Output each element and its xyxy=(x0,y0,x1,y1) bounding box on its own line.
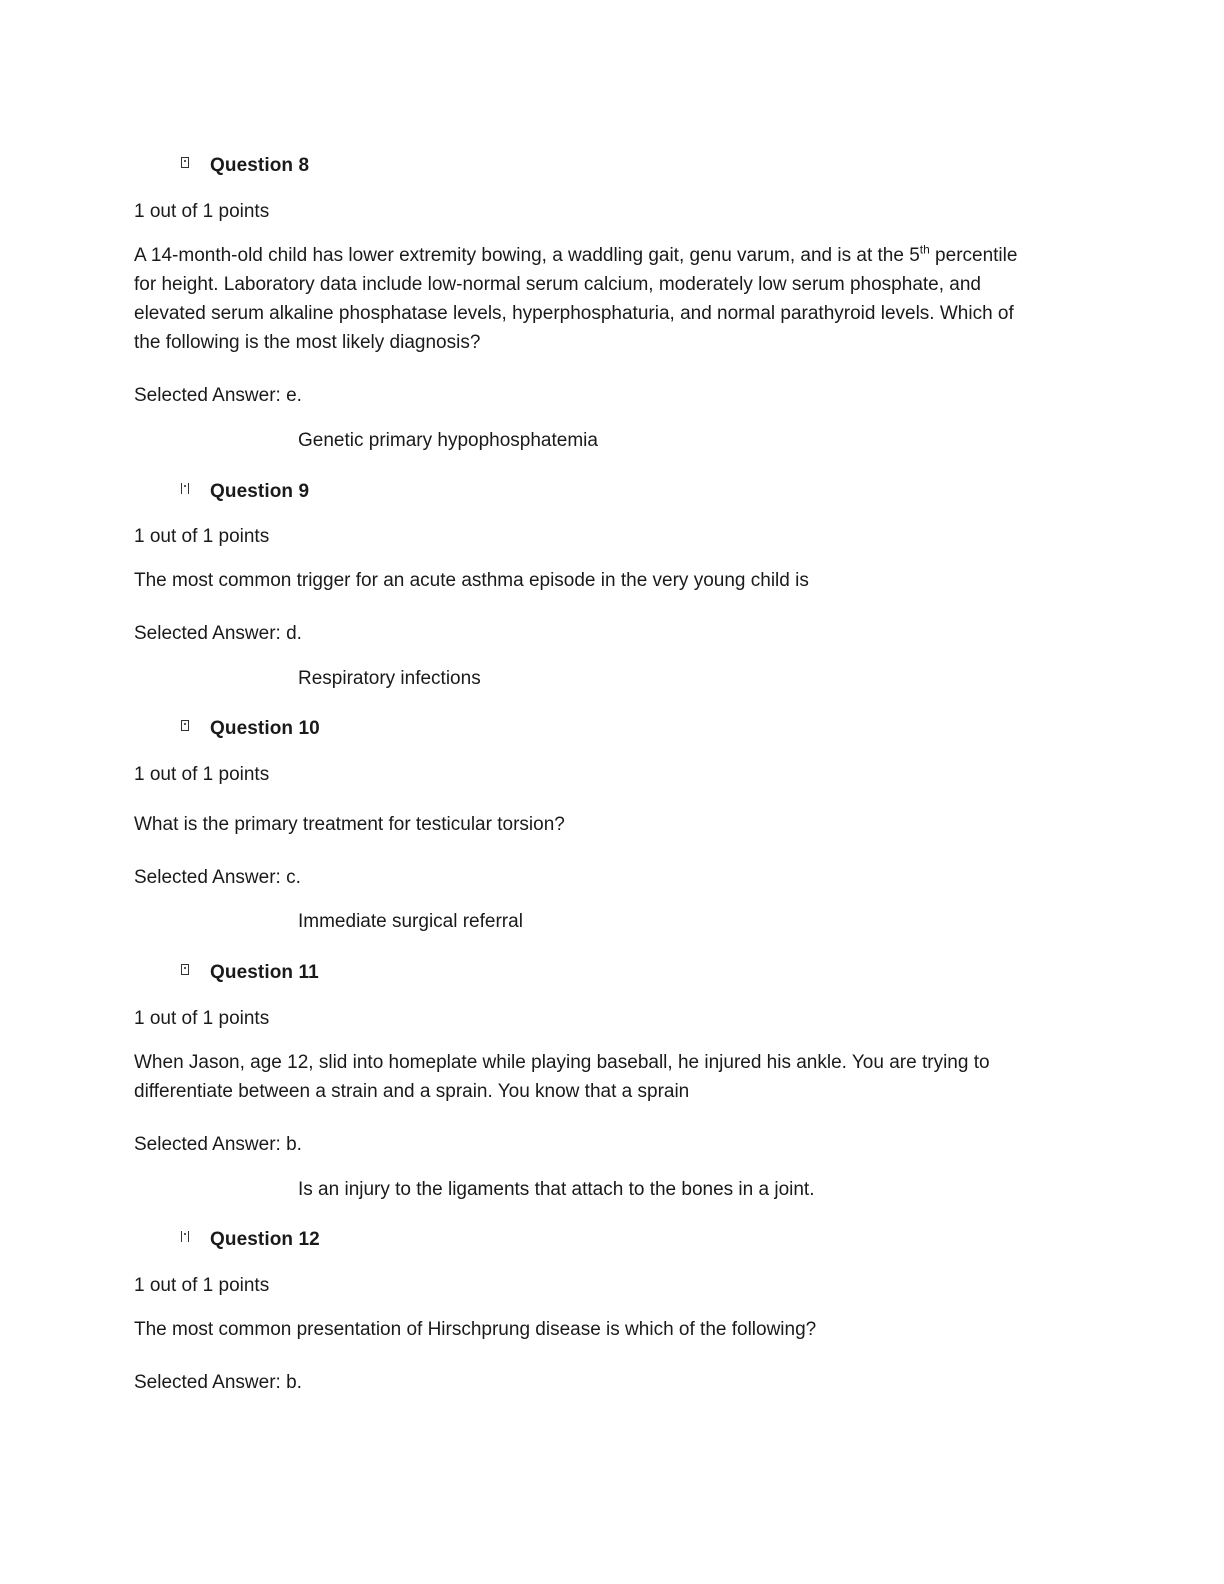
question-title: Question 10 xyxy=(210,718,320,739)
question-mark-icon xyxy=(181,157,189,168)
question-prompt: The most common presentation of Hirschprung disease is which of the following? xyxy=(134,1319,817,1340)
question-title: Question 8 xyxy=(210,155,310,176)
question-points: 1 out of 1 points xyxy=(134,201,270,222)
question-mark-icon xyxy=(181,964,189,975)
question-12-header xyxy=(181,1228,320,1252)
selected-answer-text: Respiratory infections xyxy=(298,668,481,689)
selected-answer-label: Selected Answer: d. xyxy=(134,623,302,644)
selected-answer-text: Genetic primary hypophosphatemia xyxy=(298,430,598,451)
selected-answer-label: Selected Answer: e. xyxy=(134,385,302,406)
prompt-text: A 14-month-old child has lower extremity bowing, a waddling gait, genu varum, and is at the 5 xyxy=(134,245,920,266)
selected-answer-label: Selected Answer: c. xyxy=(134,867,301,888)
question-title: Question 9 xyxy=(210,481,310,502)
prompt-text-continued: percentile for height. Laboratory data include low-normal serum calcium, moderately low serum phosphate, and elevated serum alkaline phosphatase levels, hyperphosphaturia, and normal parathyroid levels. Which of the following is the most likely diagnosis? xyxy=(134,245,1018,353)
question-11-header xyxy=(181,961,319,985)
question-prompt: What is the primary treatment for testicular torsion? xyxy=(134,814,565,835)
prompt-superscript: th xyxy=(919,242,930,257)
question-points: 1 out of 1 points xyxy=(134,1275,270,1296)
question-title: Question 11 xyxy=(210,962,319,983)
question-mark-icon xyxy=(181,720,189,731)
question-9-header xyxy=(181,480,309,504)
selected-answer-label: Selected Answer: b. xyxy=(134,1134,302,1155)
selected-answer-text: Immediate surgical referral xyxy=(298,911,523,932)
question-points: 1 out of 1 points xyxy=(134,1008,270,1029)
selected-answer-text: Is an injury to the ligaments that attach to the bones in a joint. xyxy=(298,1179,815,1200)
question-prompt xyxy=(134,241,1034,357)
question-mark-icon xyxy=(181,483,189,494)
question-points: 1 out of 1 points xyxy=(134,764,270,785)
question-title: Question 12 xyxy=(210,1229,320,1250)
question-prompt: The most common trigger for an acute asthma episode in the very young child is xyxy=(134,570,809,591)
question-8-header xyxy=(181,154,309,178)
question-points: 1 out of 1 points xyxy=(134,526,270,547)
question-10-header xyxy=(181,717,320,741)
question-mark-icon xyxy=(181,1231,189,1242)
selected-answer-label: Selected Answer: b. xyxy=(134,1372,302,1393)
question-prompt: When Jason, age 12, slid into homeplate while playing baseball, he injured his ankle. You are trying to differentiate between a strain and a sprain. You know that a sprain xyxy=(134,1052,990,1102)
